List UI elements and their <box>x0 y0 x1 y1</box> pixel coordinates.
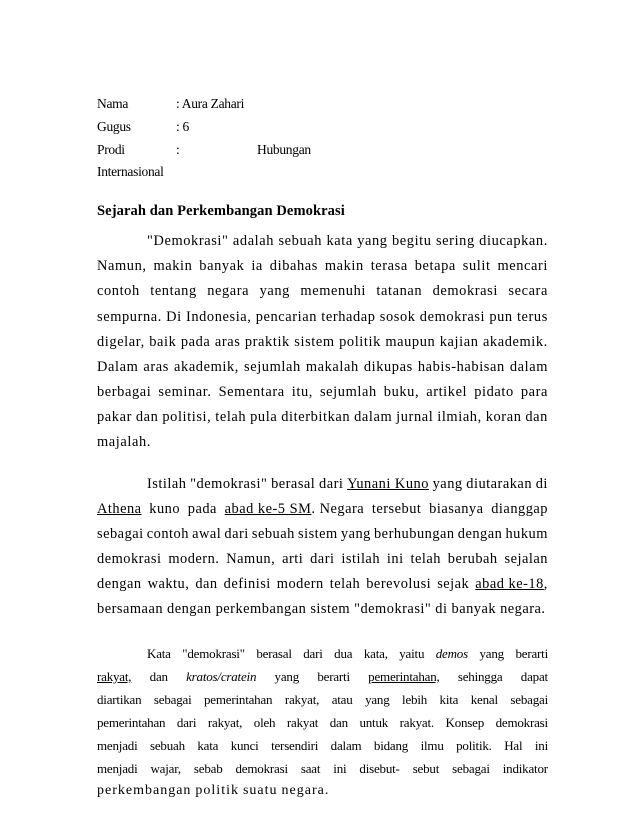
word: artikel <box>426 384 468 400</box>
word: dapat <box>520 669 548 684</box>
word: ilmiah, <box>437 409 482 425</box>
word: maupun <box>385 334 436 350</box>
word: negara. <box>281 783 330 798</box>
word: dibahas <box>269 258 318 274</box>
word: aras <box>143 359 169 375</box>
word: sempurna. <box>97 309 162 325</box>
word: perkembangan <box>97 783 192 798</box>
word: pada <box>187 501 217 517</box>
prodi-value-line1: Hubungan <box>257 142 311 157</box>
word: yang <box>274 669 300 684</box>
word: sejumlah <box>244 359 301 375</box>
word: modern <box>276 576 324 592</box>
p3-line-5 <box>97 738 548 754</box>
word: saat <box>300 761 321 776</box>
link-abad-ke-5-sm[interactable]: abad ke-5 SM <box>224 501 312 517</box>
word: begitu <box>392 233 432 249</box>
nama-label: Nama <box>97 96 129 111</box>
word: Dalam <box>97 359 139 375</box>
word: diucapkan. <box>479 233 548 249</box>
word: diutarakan <box>466 476 533 492</box>
p2-line-6 <box>97 601 548 618</box>
word: "Demokrasi" <box>147 233 229 249</box>
word: , <box>543 576 548 592</box>
gugus-label: Gugus <box>97 119 131 134</box>
word: terasa <box>370 258 408 274</box>
word: untuk <box>359 715 389 730</box>
word: negara <box>207 283 250 299</box>
p3-line-4 <box>97 715 548 731</box>
word: pun <box>489 309 513 325</box>
p1-line-9 <box>97 434 548 451</box>
word: menjadi <box>97 738 138 753</box>
word: yang <box>259 283 290 299</box>
word: Di <box>166 309 182 325</box>
word: rakyat, <box>284 692 320 707</box>
word: pula <box>250 409 278 425</box>
word: kata <box>197 738 219 753</box>
nama-value: : Aura Zahari <box>176 96 245 111</box>
word: ini <box>333 761 347 776</box>
word: kita <box>439 692 459 707</box>
word: pencarian <box>255 309 318 325</box>
word: Sementara <box>218 384 285 400</box>
word: . Negara <box>311 501 365 517</box>
p3-line-2 <box>97 669 548 685</box>
word: waktu, <box>147 576 190 592</box>
word: akademik. <box>482 334 548 350</box>
word: sebut <box>412 761 440 776</box>
word: bersamaan <box>97 601 164 617</box>
word: majalah. <box>97 434 151 450</box>
word: modern. <box>168 551 220 567</box>
word: yang <box>340 526 371 542</box>
word: dua <box>334 646 353 661</box>
word: kata, <box>363 646 388 661</box>
word: habis-habisan <box>417 359 505 375</box>
word: istilah <box>341 551 381 567</box>
p1-line-3 <box>97 283 548 300</box>
word: suatu <box>242 783 278 798</box>
word: indikator <box>502 761 548 776</box>
word: demokrasi <box>419 309 486 325</box>
word: sosok <box>379 309 416 325</box>
word: rakyat <box>286 715 319 730</box>
word: dari <box>176 715 197 730</box>
word: sebab <box>193 761 223 776</box>
word: kata <box>326 233 353 249</box>
word: pidato <box>474 384 514 400</box>
word: berubah <box>447 551 498 567</box>
word: ini <box>534 738 548 753</box>
word: telah <box>215 409 247 425</box>
word: sistem <box>294 334 335 350</box>
word: dan <box>195 576 218 592</box>
word: mencari <box>497 258 548 274</box>
word: dengan <box>97 576 142 592</box>
word: contoh <box>146 526 189 542</box>
word: dalam <box>509 359 548 375</box>
word: praktik <box>244 334 290 350</box>
word: telah <box>329 576 361 592</box>
word: Namun, <box>226 551 276 567</box>
word: pemerintahan <box>204 692 273 707</box>
word: demokrasi <box>432 283 498 299</box>
word: politisi, <box>162 409 212 425</box>
link-group <box>225 501 364 518</box>
word: dianggap <box>491 501 548 517</box>
word: baik <box>149 334 177 350</box>
word-italic: kratos/cratein <box>186 669 257 684</box>
word: negara. <box>500 601 546 617</box>
word: sebuah <box>149 738 185 753</box>
word: yaitu <box>399 646 425 661</box>
word: makalah <box>305 359 359 375</box>
word: dari <box>319 476 344 492</box>
word-italic: demos <box>435 646 468 661</box>
word: seminar. <box>158 384 212 400</box>
p3-line-6 <box>97 761 548 777</box>
word: politik <box>195 783 239 798</box>
word: berarti <box>317 669 350 684</box>
word: Istilah <box>147 476 187 492</box>
word: dari <box>224 526 249 542</box>
p3-line-1 <box>147 646 548 662</box>
word: yang <box>365 692 390 707</box>
word: diterbitkan <box>281 409 351 425</box>
word: akademik, <box>174 359 239 375</box>
word: arti <box>282 551 304 567</box>
word: itu, <box>291 384 313 400</box>
word: dari <box>310 551 335 567</box>
word: terhadap <box>321 309 376 325</box>
word: banyak <box>199 258 245 274</box>
word: di <box>435 601 448 617</box>
word: tersendiri <box>271 738 319 753</box>
word: politik <box>339 334 381 350</box>
word: koran <box>485 409 522 425</box>
word: sebuah <box>251 526 295 542</box>
p1-line-7 <box>97 384 548 401</box>
p3-line-3 <box>97 692 548 708</box>
word: demokrasi <box>235 761 288 776</box>
word: kunci <box>230 738 259 753</box>
word: pemerintahan <box>97 715 166 730</box>
word: definisi <box>223 576 271 592</box>
word: berhubungan <box>373 526 455 542</box>
word: rakyat, <box>207 715 243 730</box>
word: politik. <box>456 738 492 753</box>
p1-line-6 <box>97 359 548 376</box>
prodi-colon: : <box>176 142 180 157</box>
word: dari <box>303 646 323 661</box>
word: Namun, <box>97 258 147 274</box>
word: lebih <box>402 692 428 707</box>
word: berasal <box>256 646 292 661</box>
word: yang <box>432 476 463 492</box>
p1-line-8 <box>97 409 548 426</box>
word: ilmu <box>420 738 444 753</box>
word: "demokrasi" <box>354 601 432 617</box>
word: perkembangan <box>215 601 307 617</box>
word: sistem <box>310 601 351 617</box>
word: adalah <box>232 233 275 249</box>
word: diartikan <box>97 692 142 707</box>
p1-line-4 <box>97 309 548 326</box>
word: biasanya <box>429 501 484 517</box>
word: tentang <box>150 283 197 299</box>
page-title: Sejarah dan Perkembangan Demokrasi <box>97 203 345 219</box>
word: dan <box>329 715 348 730</box>
word: sebagai <box>452 761 490 776</box>
word: berevolusi <box>366 576 432 592</box>
link-athena[interactable]: Athena <box>97 501 142 517</box>
word: tatanan <box>376 283 423 299</box>
p2-line-2 <box>97 501 548 518</box>
word: tersebut <box>371 501 422 517</box>
word: para <box>520 384 548 400</box>
word: sebagai <box>510 692 548 707</box>
word: dengan <box>167 601 212 617</box>
word: secara <box>508 283 548 299</box>
link-yunani-kuno[interactable]: Yunani Kuno <box>347 476 429 492</box>
prodi-value-line2: Internasional <box>97 164 164 179</box>
word: contoh <box>97 283 140 299</box>
word: kuno <box>149 501 181 517</box>
word: terus <box>516 309 548 325</box>
gugus-value: : 6 <box>176 119 189 134</box>
word: dan <box>149 669 168 684</box>
word: ia <box>251 258 263 274</box>
word: dan <box>135 409 159 425</box>
word: sehingga <box>457 669 503 684</box>
word: oleh <box>253 715 276 730</box>
word: sejak <box>437 576 470 592</box>
word: makin <box>153 258 193 274</box>
word: makin <box>324 258 364 274</box>
p1-line-2 <box>97 258 548 275</box>
p3-line-7 <box>97 783 548 799</box>
word: banyak <box>451 601 497 617</box>
word: sebagai <box>97 526 144 542</box>
word: sejumlah <box>319 384 377 400</box>
word: sebuah <box>278 233 323 249</box>
word: sering <box>435 233 475 249</box>
link-abad-ke-18[interactable]: abad ke-18 <box>475 576 544 592</box>
word: dalam <box>330 738 362 753</box>
word: yang <box>357 233 388 249</box>
word: dan <box>525 409 548 425</box>
word: sejalan <box>504 551 548 567</box>
link-rakyat[interactable]: rakyat, <box>97 669 132 684</box>
word: Konsep <box>445 715 485 730</box>
link-group <box>475 576 548 593</box>
word: pakar <box>97 409 132 425</box>
word: di <box>535 476 548 492</box>
word: berasal <box>271 476 316 492</box>
word: "demokrasi" <box>190 476 268 492</box>
word: sulit <box>462 258 491 274</box>
link-pemerintahan[interactable]: pemerintahan, <box>368 669 440 684</box>
prodi-label: Prodi <box>97 142 125 157</box>
word: menjadi <box>97 761 138 776</box>
word: sebagai <box>153 692 192 707</box>
p1-line-1 <box>147 233 548 250</box>
p2-line-3 <box>97 526 548 543</box>
word: Indonesia, <box>185 309 252 325</box>
word: demokrasi <box>495 715 548 730</box>
word: berbagai <box>97 384 152 400</box>
word: buku, <box>383 384 420 400</box>
word: "demokrasi" <box>182 646 245 661</box>
word: pada <box>180 334 211 350</box>
word: Kata <box>147 646 171 661</box>
word: awal <box>192 526 222 542</box>
word: ini <box>386 551 404 567</box>
word: telah <box>410 551 441 567</box>
word: dengan <box>457 526 503 542</box>
word: betapa <box>414 258 456 274</box>
word: wajar, <box>150 761 181 776</box>
word: digelar, <box>97 334 145 350</box>
p2-line-1 <box>147 476 548 493</box>
word: hukum <box>505 526 548 542</box>
word: berarti <box>515 646 548 661</box>
word: atau <box>331 692 353 707</box>
word: memenuhi <box>300 283 366 299</box>
word: dikupas <box>363 359 413 375</box>
word: Hal <box>504 738 523 753</box>
p1-line-5 <box>97 334 548 351</box>
word: yang <box>479 646 504 661</box>
word: aras <box>214 334 241 350</box>
p2-line-5 <box>97 576 548 593</box>
word: dalam <box>354 409 393 425</box>
word: kajian <box>439 334 479 350</box>
word: jurnal <box>396 409 434 425</box>
p2-line-4 <box>97 551 548 568</box>
word: bidang <box>373 738 409 753</box>
word: kenal <box>470 692 498 707</box>
word: disebut- <box>359 761 400 776</box>
word: rakyat. <box>399 715 434 730</box>
word: demokrasi <box>97 551 162 567</box>
word: sistem <box>297 526 338 542</box>
